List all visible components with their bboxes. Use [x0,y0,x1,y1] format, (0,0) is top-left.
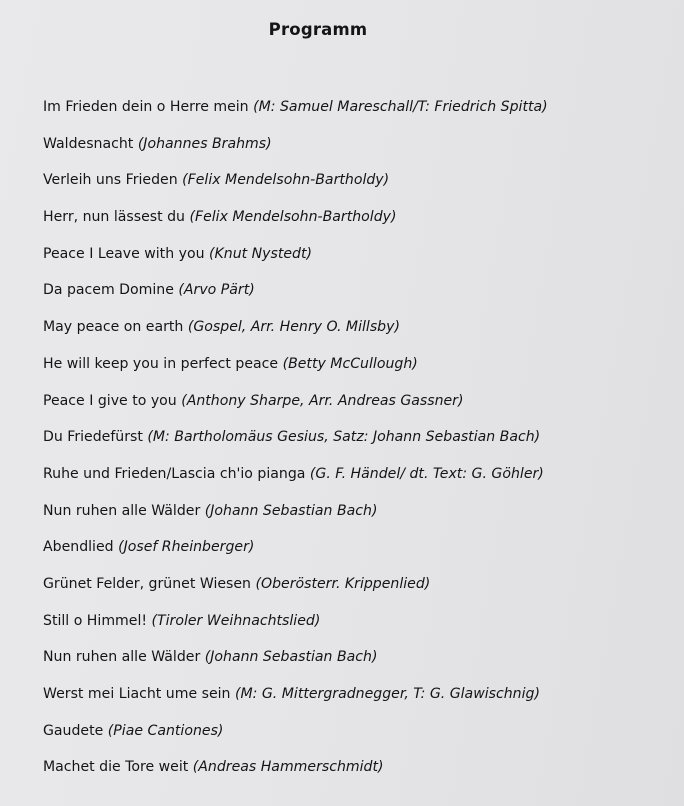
piece-title: Im Frieden dein o Herre mein [43,99,249,115]
piece-title: Peace I give to you [43,392,177,409]
piece-credit: (Felix Mendelsohn-Bartholdy) [189,209,397,226]
piece-credit: (Knut Nystedt) [209,245,313,262]
piece-credit: (Johann Sebastian Bach) [204,502,378,519]
piece-credit: (Johann Sebastian Bach) [204,649,378,666]
piece-credit: (M: Bartholomäus Gesius, Satz: Johann Sebastian Bach) [147,429,541,446]
program-item [43,243,664,280]
piece-credit: (Andreas Hammerschmidt) [192,759,384,776]
program-item [43,756,664,793]
program-item [43,463,664,500]
piece-credit: (Josef Rheinberger) [118,539,255,556]
program-item [43,133,664,170]
piece-title: Grünet Felder, grünet Wiesen [43,575,251,592]
piece-title: Abendlied [43,539,114,556]
piece-title: Nun ruhen alle Wälder [43,502,201,519]
piece-credit: (Gospel, Arr. Henry O. Millsby) [187,319,400,336]
piece-credit: (Arvo Pärt) [178,282,255,299]
piece-title: Gaudete [43,722,104,739]
program-item [43,720,664,757]
piece-title: Werst mei Liacht ume sein [43,686,231,702]
piece-title: Ruhe und Frieden/Lascia ch'io pianga [43,465,306,482]
piece-title: Waldesnacht [43,135,134,152]
program-item [43,390,664,427]
piece-title: Da pacem Domine [43,282,174,299]
piece-credit: (Tiroler Weihnachtslied) [151,612,321,629]
piece-credit: (M: G. Mittergradnegger, T: G. Glawischnig) [234,686,540,702]
piece-credit: (Anthony Sharpe, Arr. Andreas Gassner) [181,392,464,409]
piece-credit: (Piae Cantiones) [107,722,224,739]
program-item [43,426,664,463]
piece-credit: (M: Samuel Mareschall/T: Friedrich Spitta) [253,99,548,115]
piece-title: Herr, nun lässest du [43,209,190,226]
piece-title: He will keep you in perfect peace [43,355,279,372]
program-item [43,500,664,537]
piece-credit: (G. F. Händel/ dt. Text: G. Göhler) [309,465,544,482]
piece-credit: (Oberösterr. Krippenlied) [255,575,431,592]
piece-title: May peace on earth [43,319,184,336]
page-title: Programm [268,20,368,39]
program-item [43,573,664,610]
program-item [43,96,664,133]
program-list [43,96,664,793]
program-item [43,536,664,573]
program-item [43,316,664,353]
program-item [43,610,664,647]
program-item [43,169,664,206]
program-item [43,279,664,316]
program-item [43,206,664,243]
program-item [43,646,664,683]
piece-title: Nun ruhen alle Wälder [43,649,201,666]
piece-credit: (Felix Mendelsohn-Bartholdy) [182,172,390,189]
program-item [43,683,664,720]
piece-credit: (Johannes Brahms) [137,135,272,152]
program-item [43,353,664,390]
piece-title: Still o Himmel! [43,612,148,629]
piece-title: Machet die Tore weit [43,759,189,776]
piece-title: Verleih uns Frieden [43,172,178,189]
piece-credit: (Betty McCullough) [282,355,418,372]
piece-title: Du Friedefürst [43,429,143,446]
piece-title: Peace I Leave with you [43,245,205,262]
